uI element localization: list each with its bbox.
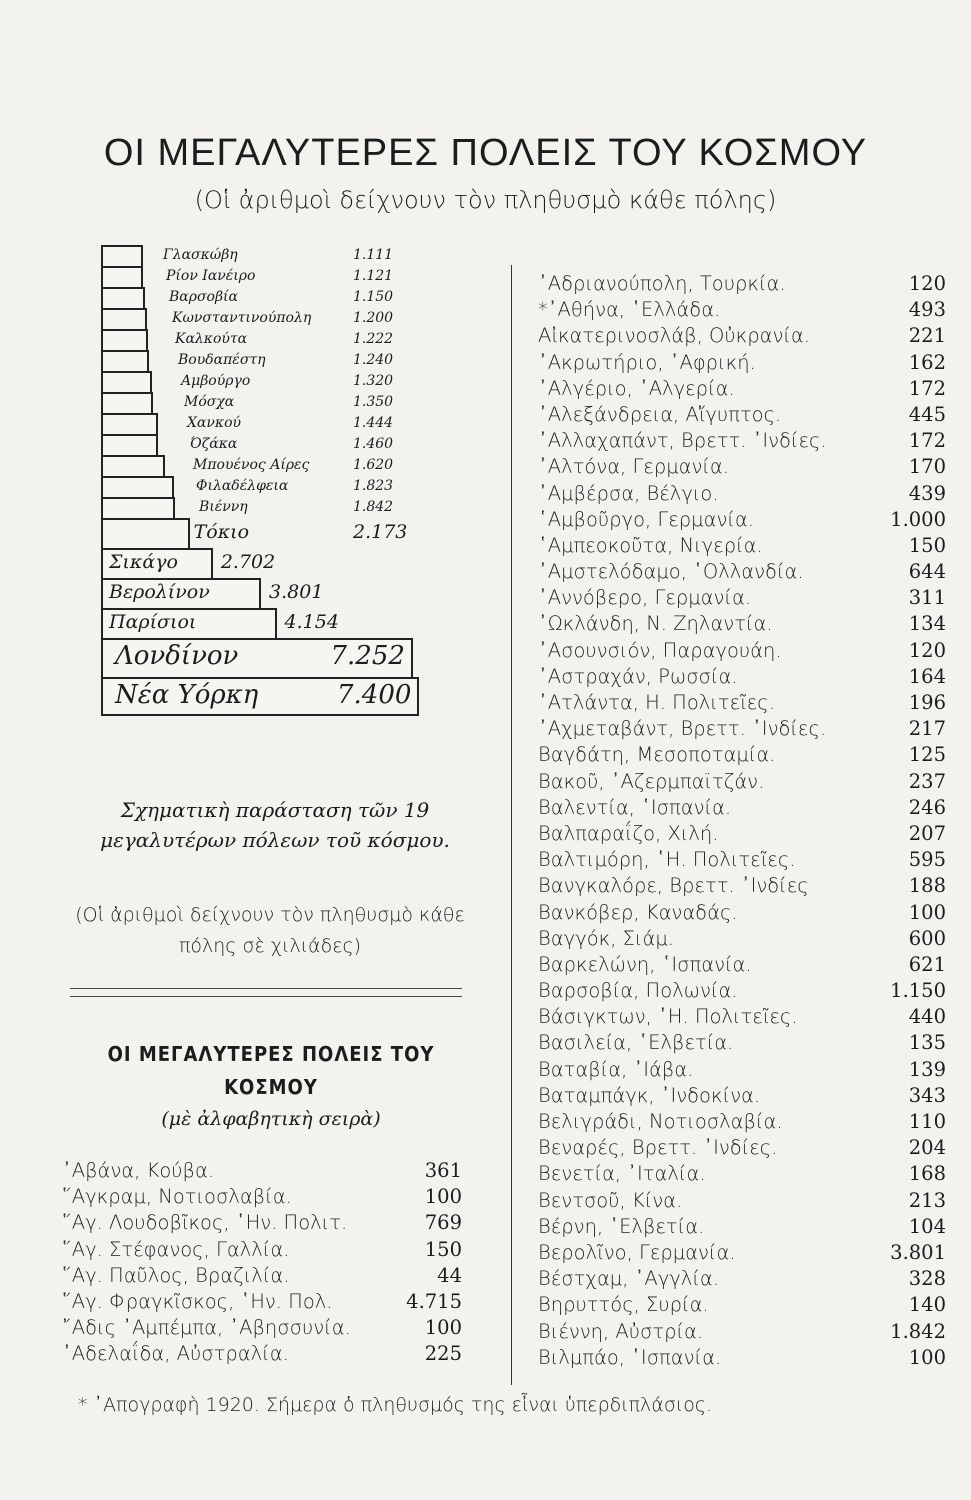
city-name: *᾿Αθήνα, ῾Ελλάδα. [538, 298, 721, 322]
city-name: Βιλμπάο, ῾Ισπανία. [538, 1345, 722, 1369]
chart-bar [101, 287, 145, 308]
population-value: 1.000 [890, 507, 946, 531]
list-item [538, 507, 946, 533]
chart-bar-value: 1.444 [353, 414, 394, 431]
city-name: ᾿Αμστελόδαμο, ῾Ολλανδία. [538, 560, 804, 584]
chart-bar-label: Σικάγο [109, 551, 178, 574]
list-item [538, 402, 946, 428]
population-value: 196 [908, 691, 946, 714]
population-value: 217 [908, 717, 946, 741]
city-name: Βανγκαλόρε, Βρεττ. ᾿Ινδίες [538, 874, 809, 898]
population-value: 769 [424, 1211, 462, 1235]
list-item [538, 585, 946, 611]
chart-bar-value: 3.801 [269, 581, 324, 604]
list-item [538, 1292, 946, 1318]
chart-bar-label: Ρίον Ιανέιρο [166, 267, 256, 284]
list-item [538, 821, 946, 847]
chart-bar-label: Βιέννη [199, 498, 248, 515]
city-name: Βεντσοῦ, Κίνα. [538, 1188, 683, 1212]
chart-bar-label: Βουδαπέστη [178, 351, 266, 368]
chart-bar [101, 245, 143, 266]
chart-bar-value: 1.350 [353, 393, 394, 410]
chart-bar [101, 350, 149, 371]
list-item [62, 1315, 462, 1341]
population-value: 100 [424, 1316, 462, 1340]
city-name: ῞Αγ. Λουδοβῖκος, ῾Ην. Πολιτ. [62, 1211, 348, 1235]
population-value: 120 [908, 272, 946, 295]
population-value: 493 [908, 298, 946, 322]
list-item [538, 716, 946, 742]
population-value: 3.801 [890, 1240, 946, 1264]
list-item [62, 1341, 462, 1367]
divider [70, 988, 462, 989]
population-value: 164 [908, 664, 946, 688]
chart-bar-label: Βερολίνον [109, 581, 210, 604]
population-value: 1.842 [890, 1319, 946, 1343]
list-item [538, 454, 946, 480]
population-value: 225 [424, 1342, 462, 1366]
population-value: 120 [908, 638, 946, 662]
city-name: ῞Αγ. Παῦλος, Βραζιλία. [62, 1263, 290, 1287]
chart-bar-value: 2.702 [220, 551, 276, 574]
population-value: 237 [908, 769, 946, 793]
population-value: 644 [908, 560, 946, 584]
population-value: 445 [908, 402, 946, 426]
chart-bar-value: 1.150 [353, 288, 394, 305]
chart-bar-value: 1.121 [353, 267, 394, 284]
city-name: ᾿Ακρωτήριο, ᾿Αφρική. [538, 350, 756, 374]
chart-bar-value: 7.252 [330, 641, 405, 672]
population-value: 621 [908, 952, 946, 976]
city-name: Βαγγόκ, Σιάμ. [538, 926, 674, 950]
divider [70, 996, 462, 997]
city-name: Βαλεντία, ῾Ισπανία. [538, 795, 732, 819]
footnote: * ᾿Απογραφὴ 1920. Σήμερα ὁ πληθυσμός της εἶναι ὑπερδιπλάσιος. [78, 1394, 713, 1416]
chart-bar-value: 1.320 [353, 372, 394, 389]
population-value: 328 [908, 1267, 946, 1291]
chart-bar-value: 1.620 [353, 456, 394, 473]
list-item [62, 1263, 462, 1289]
city-name: Βερολῖνο, Γερμανία. [538, 1240, 736, 1264]
chart-bar-label: Λονδίνον [115, 641, 239, 672]
chart-bar-value: 1.842 [353, 498, 394, 515]
city-name: ᾿Αδελαΐδα, Αὐστραλία. [62, 1342, 289, 1366]
list-item [538, 1240, 946, 1266]
population-value: 4.715 [406, 1289, 462, 1313]
city-name: ᾿Αλλαχαπάντ, Βρεττ. ᾿Ινδίες. [538, 429, 827, 453]
chart-bar-value: 1.823 [353, 477, 394, 494]
city-name: Βακοῦ, ᾿Αζερμπαϊτζάν. [538, 769, 765, 793]
population-value: 100 [424, 1185, 462, 1209]
list-item [62, 1158, 462, 1184]
population-value: 44 [437, 1263, 462, 1287]
list-item [538, 690, 946, 716]
city-name: Βανκόβερ, Καναδάς. [538, 900, 738, 924]
list-item [62, 1237, 462, 1263]
city-name: ᾿Αστραχάν, Ρωσσία. [538, 664, 738, 688]
chart-bar-label: Φιλαδέλφεια [196, 477, 289, 494]
city-name: ᾿Αμβέρσα, Βέλγιο. [538, 481, 719, 505]
chart-bar [101, 392, 153, 413]
city-name: ῞Αγ. Φραγκῖσκος, ῾Ην. Πολ. [62, 1289, 333, 1313]
population-value: 104 [908, 1214, 946, 1238]
list-item [538, 952, 946, 978]
city-name: Βαταμπάγκ, ᾿Ινδοκίνα. [538, 1083, 761, 1107]
city-name: ᾿Αλγέριο, ᾿Αλγερία. [538, 376, 735, 400]
list-item [538, 978, 946, 1004]
population-value: 440 [908, 1005, 946, 1029]
list-item [538, 926, 946, 952]
list-item [538, 481, 946, 507]
list-item [538, 428, 946, 454]
chart-bar-value: 1.200 [353, 309, 394, 326]
right-city-list [538, 271, 946, 1371]
city-name: ᾿Ασουνσιόν, Παραγουάη. [538, 638, 782, 662]
city-name: ᾿Αννόβερο, Γερμανία. [538, 586, 752, 610]
chart-bar-label: Νέα Υόρκη [115, 680, 259, 711]
chart-bar-label: Χανκού [187, 414, 242, 431]
population-value: 172 [908, 429, 946, 453]
list-item [538, 1266, 946, 1292]
city-name: ῾Αμπεοκοῦτα, Νιγερία. [538, 533, 763, 557]
section-title: ΟΙ ΜΕΓΑΛΥΤΕΡΕΣ ΠΟΛΕΙΣ ΤΟΥ ΚΟΣΜΟΥ [107, 1042, 435, 1099]
chart-bar-label: Μπουένος Αίρες [193, 456, 310, 473]
population-value: 207 [908, 821, 946, 845]
population-value: 439 [908, 481, 946, 505]
chart-bar [101, 434, 158, 455]
city-name: Βασιλεία, ῾Ελβετία. [538, 1031, 734, 1055]
chart-bar-label: Γλασκώβη [163, 246, 238, 263]
chart-bar [101, 371, 152, 392]
column-divider [511, 265, 512, 1385]
chart-bar-label: Αμβούργο [181, 372, 251, 389]
population-value: 311 [908, 586, 946, 610]
list-item [538, 1057, 946, 1083]
page-title: ΟΙ ΜΕΓΑΛΥΤΕΡΕΣ ΠΟΛΕΙΣ ΤΟΥ ΚΟΣΜΟΥ [103, 132, 868, 174]
population-value: 125 [908, 743, 946, 767]
list-item [538, 742, 946, 768]
population-value: 140 [908, 1293, 946, 1317]
city-name: Βάσιγκτων, ῾Η. Πολιτεῖες. [538, 1005, 798, 1029]
list-item [538, 638, 946, 664]
chart-bar-value: 7.400 [337, 680, 412, 711]
list-item [538, 323, 946, 349]
city-name: Βέρνη, ῾Ελβετία. [538, 1214, 705, 1238]
list-item [538, 559, 946, 585]
chart-bar-value: 4.154 [284, 611, 339, 634]
list-item [538, 900, 946, 926]
chart-bar [101, 455, 165, 476]
city-name: Βαλπαραΐζο, Χιλή. [538, 821, 719, 845]
list-item [62, 1184, 462, 1210]
chart-bar-value: 1.222 [353, 330, 394, 347]
city-name: Βαγδάτη, Μεσοποταμία. [538, 743, 776, 767]
city-name: Βέστχαμ, ᾿Αγγλία. [538, 1267, 719, 1291]
chart-bar [101, 413, 158, 434]
city-name: ᾿Ατλάντα, Η. Πολιτεῖες. [538, 691, 775, 714]
list-item [538, 1319, 946, 1345]
chart-bar-value: 1.240 [353, 351, 394, 368]
chart-bar [101, 497, 175, 518]
chart-bar [101, 266, 143, 287]
population-value: 172 [908, 376, 946, 400]
page-subtitle: (Οἱ ἀριθμοὶ δείχνουν τὸν πληθυσμὸ κάθε πόλης) [194, 186, 777, 214]
city-name: ῞Αγ. Στέφανος, Γαλλία. [62, 1237, 290, 1261]
population-value: 188 [908, 874, 946, 898]
list-item [538, 1109, 946, 1135]
list-item [538, 769, 946, 795]
list-item [538, 1345, 946, 1371]
population-value: 110 [908, 1110, 946, 1133]
city-name: Βιέννη, Αὐστρία. [538, 1319, 704, 1343]
population-value: 135 [908, 1031, 946, 1055]
city-name: ᾿Αχμεταβάντ, Βρεττ. ᾿Ινδίες. [538, 717, 827, 741]
city-name: Βενετία, ᾿Ιταλία. [538, 1162, 706, 1186]
chart-bar-label: Κωνσταντινούπολη [172, 309, 312, 326]
list-item [538, 664, 946, 690]
chart-bar-value: 1.460 [353, 435, 394, 452]
population-value: 595 [908, 848, 946, 872]
chart-bar [101, 329, 148, 350]
population-value: 204 [908, 1136, 946, 1160]
population-value: 134 [908, 612, 946, 636]
city-name: Αἰκατερινοσλάβ, Οὐκρανία. [538, 324, 810, 348]
list-item [538, 1214, 946, 1240]
population-value: 361 [424, 1159, 462, 1182]
chart-bar-label: Μόσχα [184, 393, 235, 410]
city-name: ᾿Αδριανούπολη, Τουρκία. [538, 272, 786, 295]
list-item [538, 350, 946, 376]
population-value: 1.150 [890, 979, 946, 1003]
population-value: 213 [908, 1188, 946, 1212]
population-value: 100 [908, 1345, 946, 1369]
left-city-list [62, 1158, 462, 1368]
chart-bar-label: Καλκούτα [175, 330, 248, 347]
city-stair-chart [95, 245, 435, 775]
list-item [538, 1004, 946, 1030]
city-name: ῎Αδις ᾿Αμπέμπα, ᾿Αβησσυνία. [62, 1316, 351, 1340]
list-item [538, 1030, 946, 1056]
population-value: 170 [908, 455, 946, 479]
list-item [62, 1210, 462, 1236]
city-name: ᾿Αβάνα, Κούβα. [62, 1159, 215, 1182]
population-value: 150 [424, 1237, 462, 1261]
chart-bar-value: 2.173 [353, 521, 408, 544]
chart-bar-value: 1.111 [353, 246, 394, 263]
city-name: ᾿Ωκλάνδη, Ν. Ζηλαντία. [538, 612, 773, 636]
chart-bar-label: Τόκιο [193, 521, 250, 544]
city-name: Βελιγράδι, Νοτιοσλαβία. [538, 1110, 783, 1133]
list-item [62, 1289, 462, 1315]
chart-bar-label: Όζάκα [190, 435, 238, 452]
section-subtitle: (μὲ ἀλφαβητικὴ σειρὰ) [161, 1108, 381, 1130]
chart-bar [101, 308, 147, 329]
list-item [538, 611, 946, 637]
population-value: 168 [908, 1162, 946, 1186]
city-name: ᾿Αλεξάνδρεια, Αἴγυπτος. [538, 402, 782, 426]
city-name: Βαρσοβία, Πολωνία. [538, 979, 738, 1003]
city-name: Βαρκελώνη, ῾Ισπανία. [538, 952, 752, 976]
city-name: ῞Αγκραμ, Νοτιοσλαβία. [62, 1185, 292, 1209]
chart-bar-label: Βαρσοβία [169, 288, 238, 305]
list-item [538, 376, 946, 402]
city-name: ῾Αμβοῦργο, Γερμανία. [538, 507, 754, 531]
population-value: 162 [908, 350, 946, 374]
list-item [538, 533, 946, 559]
city-name: Βαλτιμόρη, ῾Η. Πολιτεῖες. [538, 848, 796, 872]
population-value: 150 [908, 533, 946, 557]
chart-bar-label: Παρίσιοι [109, 611, 197, 634]
city-name: ᾿Αλτόνα, Γερμανία. [538, 455, 729, 479]
chart-bar [101, 476, 174, 497]
list-item [538, 1083, 946, 1109]
chart-note: (Οἱ ἀριθμοὶ δείχνουν τὸν πληθυσμὸ κάθε πόλης σὲ χιλιάδες) [75, 904, 465, 957]
list-item [538, 1161, 946, 1187]
population-value: 246 [908, 795, 946, 819]
list-item [538, 1135, 946, 1161]
population-value: 221 [908, 324, 946, 348]
list-item [538, 297, 946, 323]
list-item [538, 847, 946, 873]
chart-caption: Σχηματικὴ παράσταση τῶν 19 μεγαλυτέρων πόλεων τοῦ κόσμου. [100, 798, 450, 852]
list-item [538, 873, 946, 899]
city-name: Βεναρές, Βρεττ. ᾿Ινδίες. [538, 1136, 778, 1160]
population-value: 100 [908, 900, 946, 924]
chart-bar [101, 518, 190, 548]
population-value: 600 [908, 926, 946, 950]
list-item [538, 271, 946, 297]
list-item [538, 795, 946, 821]
city-name: Βαταβία, ᾿Ιάβα. [538, 1057, 694, 1081]
population-value: 139 [908, 1057, 946, 1081]
population-value: 343 [908, 1083, 946, 1107]
list-item [538, 1188, 946, 1214]
city-name: Βηρυττός, Συρία. [538, 1293, 709, 1317]
